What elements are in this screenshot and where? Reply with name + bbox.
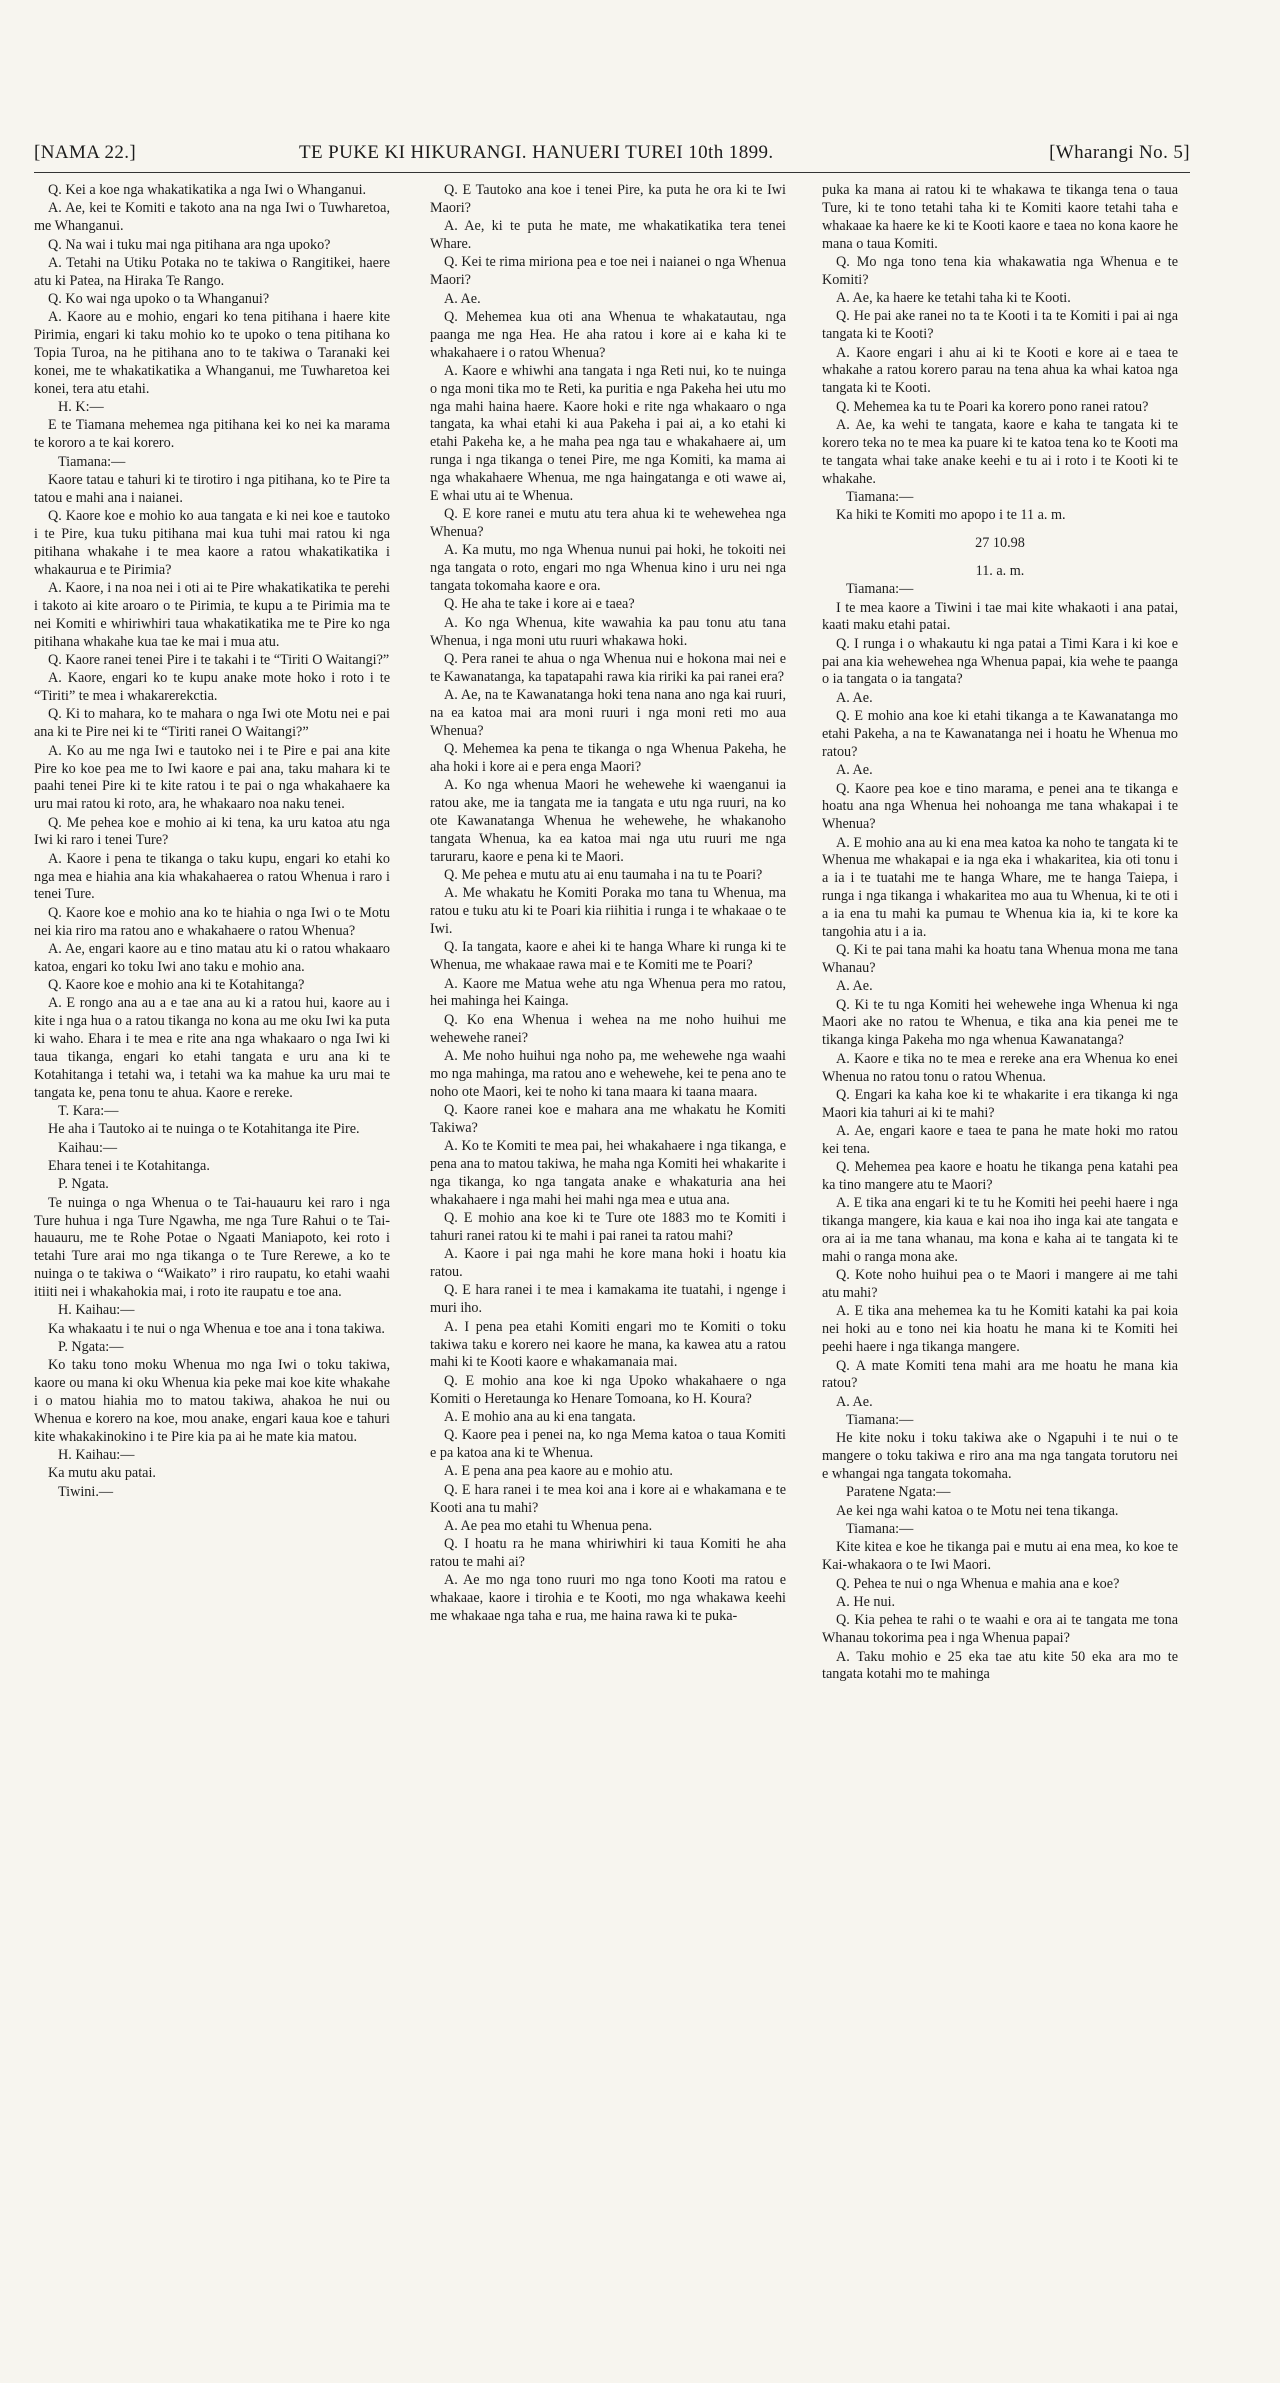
paragraph: Q. Engari ka kaha koe ki te whakarite i era tikanga ki nga Maori kia tahuri ai ki te mahi?	[822, 1086, 1178, 1121]
paragraph: Kite kitea e koe he tikanga pai e mutu ai ena mea, ko koe te Kai-whakaora o te Iwi Maori.	[822, 1539, 1178, 1574]
paragraph: Q. E kore ranei e mutu atu tera ahua ki te wehewehea nga Whenua?	[430, 506, 786, 541]
paragraph: Q. Mehemea pea kaore e hoatu he tikanga pena katahi pea ka tino mangere atu te Maori?	[822, 1159, 1178, 1194]
paragraph: Q. Kaore pea i penei na, ko nga Mema katoa o taua Komiti e pa katoa ana ki te Whenua.	[430, 1427, 786, 1462]
paragraph: A. Taku mohio e 25 eka tae atu kite 50 eka ara mo te tangata kotahi mo te mahinga	[822, 1648, 1178, 1683]
column-3	[822, 182, 1178, 2362]
paragraph: Q. He aha te take i kore ai e taea?	[444, 596, 635, 613]
paragraph: A. I pena pea etahi Komiti engari mo te Komiti o toku takiwa taku e korero nei kaore he mana, ka kawea atu a ratou mahi ki te Kooti kaore e whakamanaia mai.	[430, 1318, 786, 1371]
paragraph: A. Ae.	[836, 762, 873, 779]
paragraph: Q. Pera ranei te ahua o nga Whenua nui e hokona mai nei e te Kawanatanga, ka tapatapahi rawa kia ririki ka pai ranei era?	[430, 650, 786, 685]
paragraph: He aha i Tautoko ai te nuinga o te Kotahitanga ite Pire.	[48, 1121, 360, 1138]
paragraph: Q. Pehea te nui o nga Whenua e mahia ana e koe?	[836, 1575, 1120, 1592]
paragraph: puka ka mana ai ratou ki te whakawa te tikanga tena o taua Ture, ki te tono tetahi taha ki te Komiti kaore tetahi taha e whakaae ka haere ke ki te Kooti kaore e taea no kona kaore he mana o taua Komiti.	[822, 182, 1178, 252]
paragraph: Ka whakaatu i te nui o nga Whenua e toe ana i tona takiwa.	[48, 1320, 385, 1337]
paragraph: A. Ko te Komiti te mea pai, hei whakahaere i nga tikanga, e pena ana to matou takiwa, he maha nga Komiti hei whakarite i nga tikanga, ko nga tangata anake e whakaturia ana hei whakahaere i nga mahi hei mahi nga mea e utua ana.	[430, 1138, 786, 1208]
paragraph: Q. He pai ake ranei no ta te Kooti i ta te Komiti i pai ai nga tangata ki te Kooti?	[822, 308, 1178, 343]
paragraph: Ehara tenei i te Kotahitanga.	[48, 1158, 210, 1175]
paragraph: Q. E mohio ana koe ki etahi tikanga a te Kawanatanga mo etahi Pakeha, a na te Kawanatanga nei i hoatu he Whenua mo ratou?	[822, 708, 1178, 760]
newspaper-title: TE PUKE KI HIKURANGI. HANUERI TUREI 10th 1899.	[299, 142, 774, 163]
paragraph: Q. Kei a koe nga whakatikatika a nga Iwi o Whanganui.	[48, 182, 367, 198]
paragraph: Q. Na wai i tuku mai nga pitihana ara nga upoko?	[48, 236, 331, 253]
paragraph: Q. A mate Komiti tena mahi ara me hoatu he mana kia ratou?	[822, 1357, 1178, 1392]
paragraph: Q. E hara ranei i te mea koi ana i kore ai e whakamana e te Kooti ana tu mahi?	[430, 1481, 786, 1516]
paragraph: A. E tika ana engari ki te tu he Komiti hei peehi haere i nga tikanga mangere, kia kaua e kai noa iho inga kai ate tangata e ora ai ia me tana whanau, ma kona e kaha ai te tangata ki te mahi o ranga mona ake.	[822, 1195, 1178, 1265]
paragraph: A. Ae pea mo etahi tu Whenua pena.	[444, 1517, 653, 1534]
paragraph: A. Ka mutu, mo nga Whenua nunui pai hoki, he tokoiti nei nga tangata o roto, engari mo nga Whenua kino i uru nei nga tangata tokomaha kaore e ora.	[430, 542, 786, 595]
paragraph: A. Tetahi na Utiku Potaka no te takiwa o Rangitikei, haere atu ki Patea, na Hiraka Te Rango.	[34, 254, 390, 289]
paragraph: A. Kaore me Matua wehe atu nga Whenua pera mo ratou, hei mahinga hei Kainga.	[430, 975, 786, 1010]
paragraph: Q. Mehemea ka pena te tikanga o nga Whenua Pakeha, he aha hoki i kore ai e pera enga Maori?	[430, 741, 786, 775]
paragraph: Q. Mo nga tono tena kia whakawatia nga Whenua e te Komiti?	[822, 253, 1178, 288]
paragraph: Kaihau:—	[58, 1139, 118, 1156]
paragraph: Q. Kei te rima miriona pea e toe nei i naianei o nga Whenua Maori?	[430, 254, 786, 289]
paragraph: Q. Kia pehea te rahi o te waahi e ora ai te tangata me tona Whanau tokorima pea i nga Whenua papai?	[822, 1612, 1178, 1647]
paragraph: Q. Ko wai nga upoko o ta Whanganui?	[48, 291, 270, 308]
issue-number: [NAMA 22.]	[34, 142, 137, 163]
paragraph: A. Kaore engari i ahu ai ki te Kooti e kore ai e taea te whakahe a ratou korero parau na tena ahua ka whai katoa nga tangata ki te Kooti.	[822, 344, 1178, 397]
paragraph: A. Ae.	[836, 1393, 873, 1410]
header-rule	[34, 172, 1190, 173]
paragraph: P. Ngata:—	[58, 1339, 124, 1355]
paragraph: P. Ngata.	[58, 1176, 109, 1193]
paragraph: Q. E mohio ana koe ki te Ture ote 1883 mo te Komiti i tahuri ranei ratou ki te mahi i pai ranei ta ratou mahi?	[430, 1210, 786, 1244]
paragraph: Tiamana:—	[846, 488, 914, 505]
paragraph: A. Ae.	[836, 978, 873, 995]
paragraph: A. Ae, ki te puta he mate, me whakatikatika tera tenei Whare.	[430, 218, 786, 253]
paragraph: Q. Kaore koe e mohio ana ki te Kotahitanga?	[48, 977, 305, 994]
paragraph: Q. Kaore ranei koe e mahara ana me whakatu he Komiti Takiwa?	[430, 1102, 786, 1136]
paragraph: H. K:—	[58, 399, 104, 416]
paragraph: H. Kaihau:—	[58, 1302, 135, 1319]
paragraph: A. Ko nga Whenua, kite wawahia ka pau tonu atu tana Whenua, i nga moni utu ruuri whakawa hoki.	[430, 614, 786, 649]
paragraph: A. E mohio ana au ki ena mea katoa ka noho te tangata ki te Whenua me whakapai e ia nga eka i whakaritea, kia oti tonu i a ia i te tuatahi me te hanga Whare, me te hanga Taiepa, i runga i nga tikanga i whakaritea mo aua tu Whenua, ki te oti i a ia ena tu mahi ka pumau te Whenua kia ia, ki te kore ka tangohia atu i a ia.	[822, 834, 1178, 940]
paragraph: Q. Ki te tu nga Komiti hei wehewehe inga Whenua ki nga Maori ake no ratou te Whenua, e tika ana kia penei me te tikanga kinga Pakeha mo nga whenua Kawanatanga?	[822, 996, 1178, 1049]
paragraph: Ko taku tono moku Whenua mo nga Iwi o toku takiwa, kaore ou mana ki oku Whenua kia peke mai koe kite whakahe i o matou hiahia mo to matou takiwa, ahakoa he nui ou Whenua e korero na koe, mou anake, engari kaua koe e tahuri kite whakakinokino i te Pire kia pa ai he mate kia matou.	[34, 1357, 390, 1445]
paragraph: Q. Me pehea koe e mohio ai ki tena, ka uru katoa atu nga Iwi ki raro i tenei Ture?	[34, 814, 390, 849]
paragraph: A. Kaore au e mohio, engari ko tena pitihana i haere kite Pirimia, engari ki taku mohio ko te upoko o tena pitihana ko Topia Turoa, na he pitihana ano to te takiwa o Taranaki kei konei, me te whakatikatika a Whanganui, me Tuwharetoa kei konei, tera atu etahi.	[34, 309, 390, 397]
paragraph: Tiamana:—	[846, 581, 914, 598]
paragraph: A. Ae, engari kaore e taea te pana he mate hoki mo ratou kei tena.	[822, 1123, 1178, 1157]
paragraph: A. Kaore i pai nga mahi he kore mana hoki i hoatu kia ratou.	[430, 1246, 786, 1281]
paragraph: Tiwini.—	[58, 1483, 114, 1500]
paragraph: Q. Ko ena Whenua i wehea na me noho huihui me wehewehe ranei?	[430, 1011, 786, 1046]
paragraph: Ka mutu aku patai.	[48, 1465, 156, 1482]
paragraph: A. Me whakatu he Komiti Poraka mo tana tu Whenua, ma ratou e tuku atu ki te Poari kia riihitia i runga i te whakaae o te Iwi.	[430, 885, 786, 938]
paragraph: E te Tiamana mehemea nga pitihana kei ko nei ka marama te kororo a te kai korero.	[34, 417, 390, 452]
paragraph: Ae kei nga wahi katoa o te Motu nei tena tikanga.	[836, 1502, 1119, 1519]
paragraph: Q. Kaore pea koe e tino marama, e penei ana te tikanga e hoatu ana nga Whenua hei nohoanga me tana whakapai i te Whenua?	[822, 780, 1178, 833]
paragraph: Paratene Ngata:—	[846, 1484, 951, 1501]
paragraph: A. Ae.	[444, 290, 481, 307]
paragraph: A. Ko nga whenua Maori he wehewehe ki waenganui ia ratou ake, me ia tangata me ia tangata e utu nga ruuri, na ko ote Kawanatanga Whenua he wehewehe, he whakanoho tangata Whenua, ka ea katoa mai nga utu ruuri me nga taruraru, kaore e pena ki te Maori.	[430, 777, 786, 865]
paragraph: A. Ae, na te Kawanatanga hoki tena nana ano nga kai ruuri, na ea katoa mai ara moni ruuri i nga moni reti mo aua Whenua?	[430, 687, 786, 739]
page-number: [Wharangi No. 5]	[1049, 142, 1190, 163]
paragraph: A. Kaore, engari ko te kupu anake mote hoko i roto i te “Tiriti” te mea i whakarerekctia.	[34, 670, 390, 705]
paragraph: A. He nui.	[836, 1593, 896, 1610]
paragraph: T. Kara:—	[58, 1103, 119, 1120]
paragraph: A. Ae, kei te Komiti e takoto ana na nga Iwi o Tuwharetoa, me Whanganui.	[34, 200, 390, 235]
column-2	[430, 182, 786, 2362]
paragraph: A. E tika ana mehemea ka tu he Komiti katahi ka pai koia nei hoki au e tono nei kia hoatu he mana ki te Komiti hei peehi haere i nga tikanga mangere.	[822, 1303, 1178, 1356]
paragraph: A. Kaore i pena te tikanga o taku kupu, engari ko etahi ko nga mea e hiahia ana kia whakahaerea o ratou Whenua i raro i tenei Ture.	[34, 850, 390, 903]
paragraph: A. Ae, ka wehi te tangata, kaore e kaha te tangata ki te korero teka no te mea ka puare ki te katoa tena ko te Kooti ma te tangata whai take anake keehi e tu ai i roto i te Kooti ki te whakahe.	[822, 416, 1178, 487]
page-header	[34, 142, 1190, 170]
paragraph: I te mea kaore a Tiwini i tae mai kite whakaoti i ana patai, kaati maku etahi patai.	[822, 599, 1178, 634]
paragraph: Q. Mehemea ka tu te Poari ka korero pono ranei ratou?	[836, 398, 1149, 415]
paragraph: A. Kaore, i na noa nei i oti ai te Pire whakatikatika te perehi i takoto ai kite aroaro o te Pirimia, te kupu a te Pirimia ma te nei Komiti e whiriwhiri taua whakatikatika me te Pire ko nga pitihana whakahe kua tae ke mai i mua atu.	[34, 580, 390, 650]
paragraph: Q. Mehemea kua oti ana Whenua te whakatautau, nga paanga me nga Hea. He aha ratou i kore ai e kaha ki te whakahaere i o ratou Whenua?	[430, 308, 786, 361]
paragraph: 27 10.98	[975, 535, 1025, 552]
paragraph: Q. Kaore ranei tenei Pire i te takahi i te “Tiriti O Waitangi?”	[48, 651, 390, 668]
paragraph: Q. E hara ranei i te mea i kamakama ite tuatahi, i ngenge i muri iho.	[430, 1282, 786, 1317]
paragraph: Q. Me pehea e mutu atu ai enu taumaha i na tu te Poari?	[444, 867, 763, 884]
paragraph: A. Ae, ka haere ke tetahi taha ki te Kooti.	[836, 290, 1071, 307]
paragraph: Q. Kote noho huihui pea o te Maori i mangere ai me tahi atu mahi?	[822, 1267, 1178, 1302]
paragraph: A. E rongo ana au a e tae ana au ki a ratou hui, kaore au i kite i nga hua o a ratou tikanga no kona au me oku Iwi ka puta ki waho. Ehara i te mea e rite ana nga whakaaro o nga Iwi ki taua tikanga, engari ko etahi tangata e uru ana ki te Kotahitanga i tetahi wa, i tetahi wa ka mahue ka uru mai te tangata ke, pena tonu te ahua. Kaore e rereke.	[34, 995, 390, 1101]
paragraph: A. Me noho huihui nga noho pa, me wehewehe nga waahi mo nga mahinga, ma ratou ano e wehewehe, kei te pena ano te noho ote Maori, kei te noho ki tana maara ki taana maara.	[430, 1048, 786, 1100]
paragraph: A. Kaore e whiwhi ana tangata i nga Reti nui, ko te nuinga o nga moni tika mo te Reti, ka puritia e nga Pakeha hei utu mo nga mahi haina haere. Kaore hoki e rite nga whakaaro o nga tangata, ka whai etahi ki aua Pakeha i pai ai, a ko etahi ki etahi Pakeha ke, a he maha pea nga tau e whakahaere ai, um runga i nga tikanga o tenei Pire, me nga Komiti, ka mama ai nga whakahaere Whenua, me nga haingatanga e oti wawe ai, E whai utu ai te Whenua.	[430, 362, 786, 504]
paragraph: Ka hiki te Komiti mo apopo i te 11 a. m.	[836, 507, 1066, 524]
paragraph: A. E pena ana pea kaore au e mohio atu.	[444, 1463, 673, 1480]
paragraph: Te nuinga o nga Whenua o te Tai-hauauru kei raro i nga Ture huhua i nga Ture Ngawha, me nga Ture Rahui o te Tai-hauauru, me te Rohe Potae o Ngaati Maniapoto, kei roto i tetahi Ture arai mo nga tikanga o te Ture Rerewe, a ko te nuinga o te takiwa o “Waikato” i riro raupatu, ko etahi waahi itiiti nei i whakahokia mai, i roto ite raupatu e toe ana.	[34, 1194, 390, 1300]
paragraph: Q. Ki to mahara, ko te mahara o nga Iwi ote Motu nei e pai ana ki te Pire nei ki te “Tiriti ranei O Waitangi?”	[34, 706, 390, 741]
paragraph: Q. Kaore koe e mohio ana ko te hiahia o nga Iwi o te Motu nei kia riro ma ratou ano e whakahaere o ratou Whenua?	[34, 904, 390, 939]
paragraph: A. Ko au me nga Iwi e tautoko nei i te Pire e pai ana kite Pire ko koe pea me to Iwi kaore e pai ana, taku mahara ki te paahi tenei Pire ki te kite ratou i te pai o nga whakahaere ka uru mai ratou ki roto, ara, he whakaaro noa naku tenei.	[34, 742, 390, 813]
paragraph: Q. Kaore koe e mohio ko aua tangata e ki nei koe e tautoko i te Pire, kua tuku pitihana mai kua tuhi mai ratou ki nga pitihana whakahe i te mea kaore a ratou whakatikatika i whakaurua e te Pirimia?	[34, 508, 390, 578]
paragraph: H. Kaihau:—	[58, 1447, 135, 1464]
paragraph: A. E mohio ana au ki ena tangata.	[444, 1408, 636, 1425]
paragraph: Tiamana:—	[846, 1521, 914, 1538]
paragraph: Q. Ki te pai tana mahi ka hoatu tana Whenua mona me tana Whanau?	[822, 942, 1178, 976]
paragraph: Q. I runga i o whakautu ki nga patai a Timi Kara i ki koe e pai ana kia wehewehea nga Whenua papai, kia wehe te paanga o ia tangata o ia tangata?	[822, 635, 1178, 688]
paragraph: Kaore tatau e tahuri ki te tirotiro i nga pitihana, ko te Pire ta tatou e mahi ana i naianei.	[34, 472, 390, 506]
paragraph: Tiamana:—	[846, 1412, 914, 1429]
paragraph: A. Ae.	[836, 689, 873, 706]
paragraph: Tiamana:—	[58, 453, 126, 470]
paragraph: Q. Ia tangata, kaore e ahei ki te hanga Whare ki runga ki te Whenua, me whakaae rawa mai e te Komiti me te Poari?	[430, 939, 786, 974]
paragraph: A. Ae, engari kaore au e tino matau atu ki o ratou whakaaro katoa, engari ko toku Iwi ano taku e mohio ana.	[34, 940, 390, 975]
paragraph: Q. E Tautoko ana koe i tenei Pire, ka puta he ora ki te Iwi Maori?	[430, 182, 786, 216]
column-1	[34, 182, 390, 2362]
paragraph: He kite noku i toku takiwa ake o Ngapuhi i te nui o te mangere o toku takiwa e riro ana ma nga tangata torutoru nei e whangai nga tangata tokomaha.	[822, 1430, 1178, 1483]
paragraph: Q. I hoatu ra he mana whiriwhiri ki taua Komiti he aha ratou te mahi ai?	[430, 1536, 786, 1571]
paragraph: A. Kaore e tika no te mea e rereke ana era Whenua ko enei Whenua no ratou tonu o ratou Whenua.	[822, 1050, 1178, 1085]
paragraph: Q. E mohio ana koe ki nga Upoko whakahaere o nga Komiti o Heretaunga ko Henare Tomoana, ko H. Koura?	[430, 1372, 786, 1407]
paragraph: 11. a. m.	[975, 562, 1025, 579]
paragraph: A. Ae mo nga tono ruuri mo nga tono Kooti ma ratou e whakaae, kaore i tirohia e te Kooti, mo nga whakawa keehi me whakaae nga taha e rua, me haina rawa ki te puka-	[430, 1572, 786, 1625]
